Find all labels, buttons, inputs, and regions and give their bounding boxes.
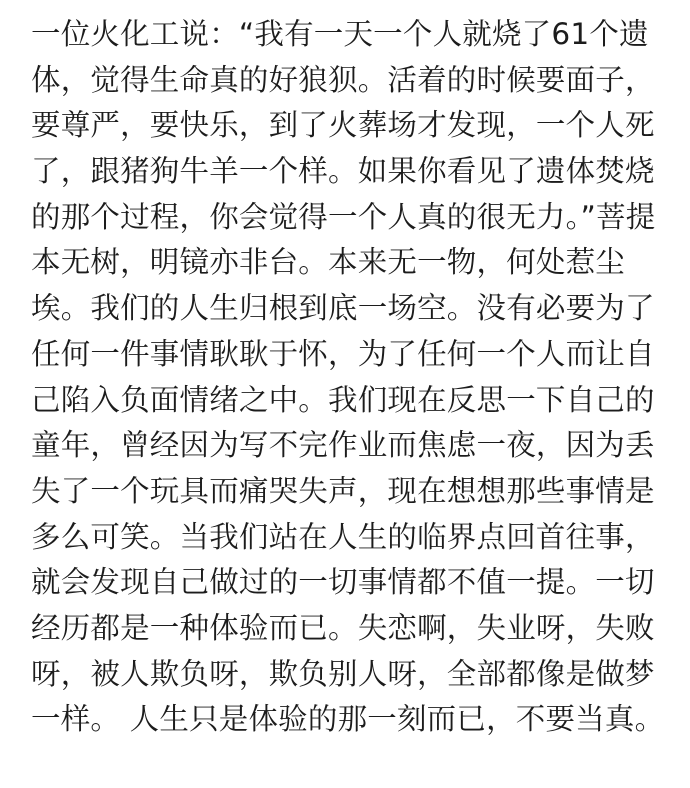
text-line: 任何一件事情耿耿于怀，为了任何一个人而让自 [31, 336, 655, 371]
text-line: 的那个过程，你会觉得一个人真的很无力。”菩提 [31, 199, 656, 234]
text-line: 要尊严，要快乐，到了火葬场才发现，一个人死 [31, 108, 655, 143]
text-line: 童年，曾经因为写不完作业而焦虑一夜，因为丢 [31, 428, 655, 463]
text-line: 失了一个玩具而痛哭失声，现在想想那些事情是 [31, 473, 655, 508]
text-line: 多么可笑。当我们站在人生的临界点回首往事， [31, 519, 655, 554]
text-line: 了，跟猪狗牛羊一个样。如果你看见了遗体焚烧 [31, 154, 655, 189]
text-line: 一样。 人生只是体验的那一刻而已，不要当真。 [31, 702, 665, 737]
text-line: 呀，被人欺负呀，欺负别人呀，全部都像是做梦 [31, 656, 655, 691]
text-line: 体，觉得生命真的好狼狈。活着的时候要面子， [31, 62, 655, 97]
text-line: 己陷入负面情绪之中。我们现在反思一下自己的 [31, 382, 655, 417]
text-line: 本无树，明镜亦非台。本来无一物，何处惹尘 [31, 245, 626, 280]
text-line: 埃。我们的人生归根到底一场空。没有必要为了 [31, 291, 655, 326]
text-line: 经历都是一种体验而已。失恋啊，失业呀，失败 [31, 610, 655, 645]
article-text [31, 12, 671, 743]
text-line: 一位火化工说：“我有一天一个人就烧了61个遗 [31, 17, 649, 51]
text-line: 就会发现自己做过的一切事情都不值一提。一切 [31, 565, 655, 600]
